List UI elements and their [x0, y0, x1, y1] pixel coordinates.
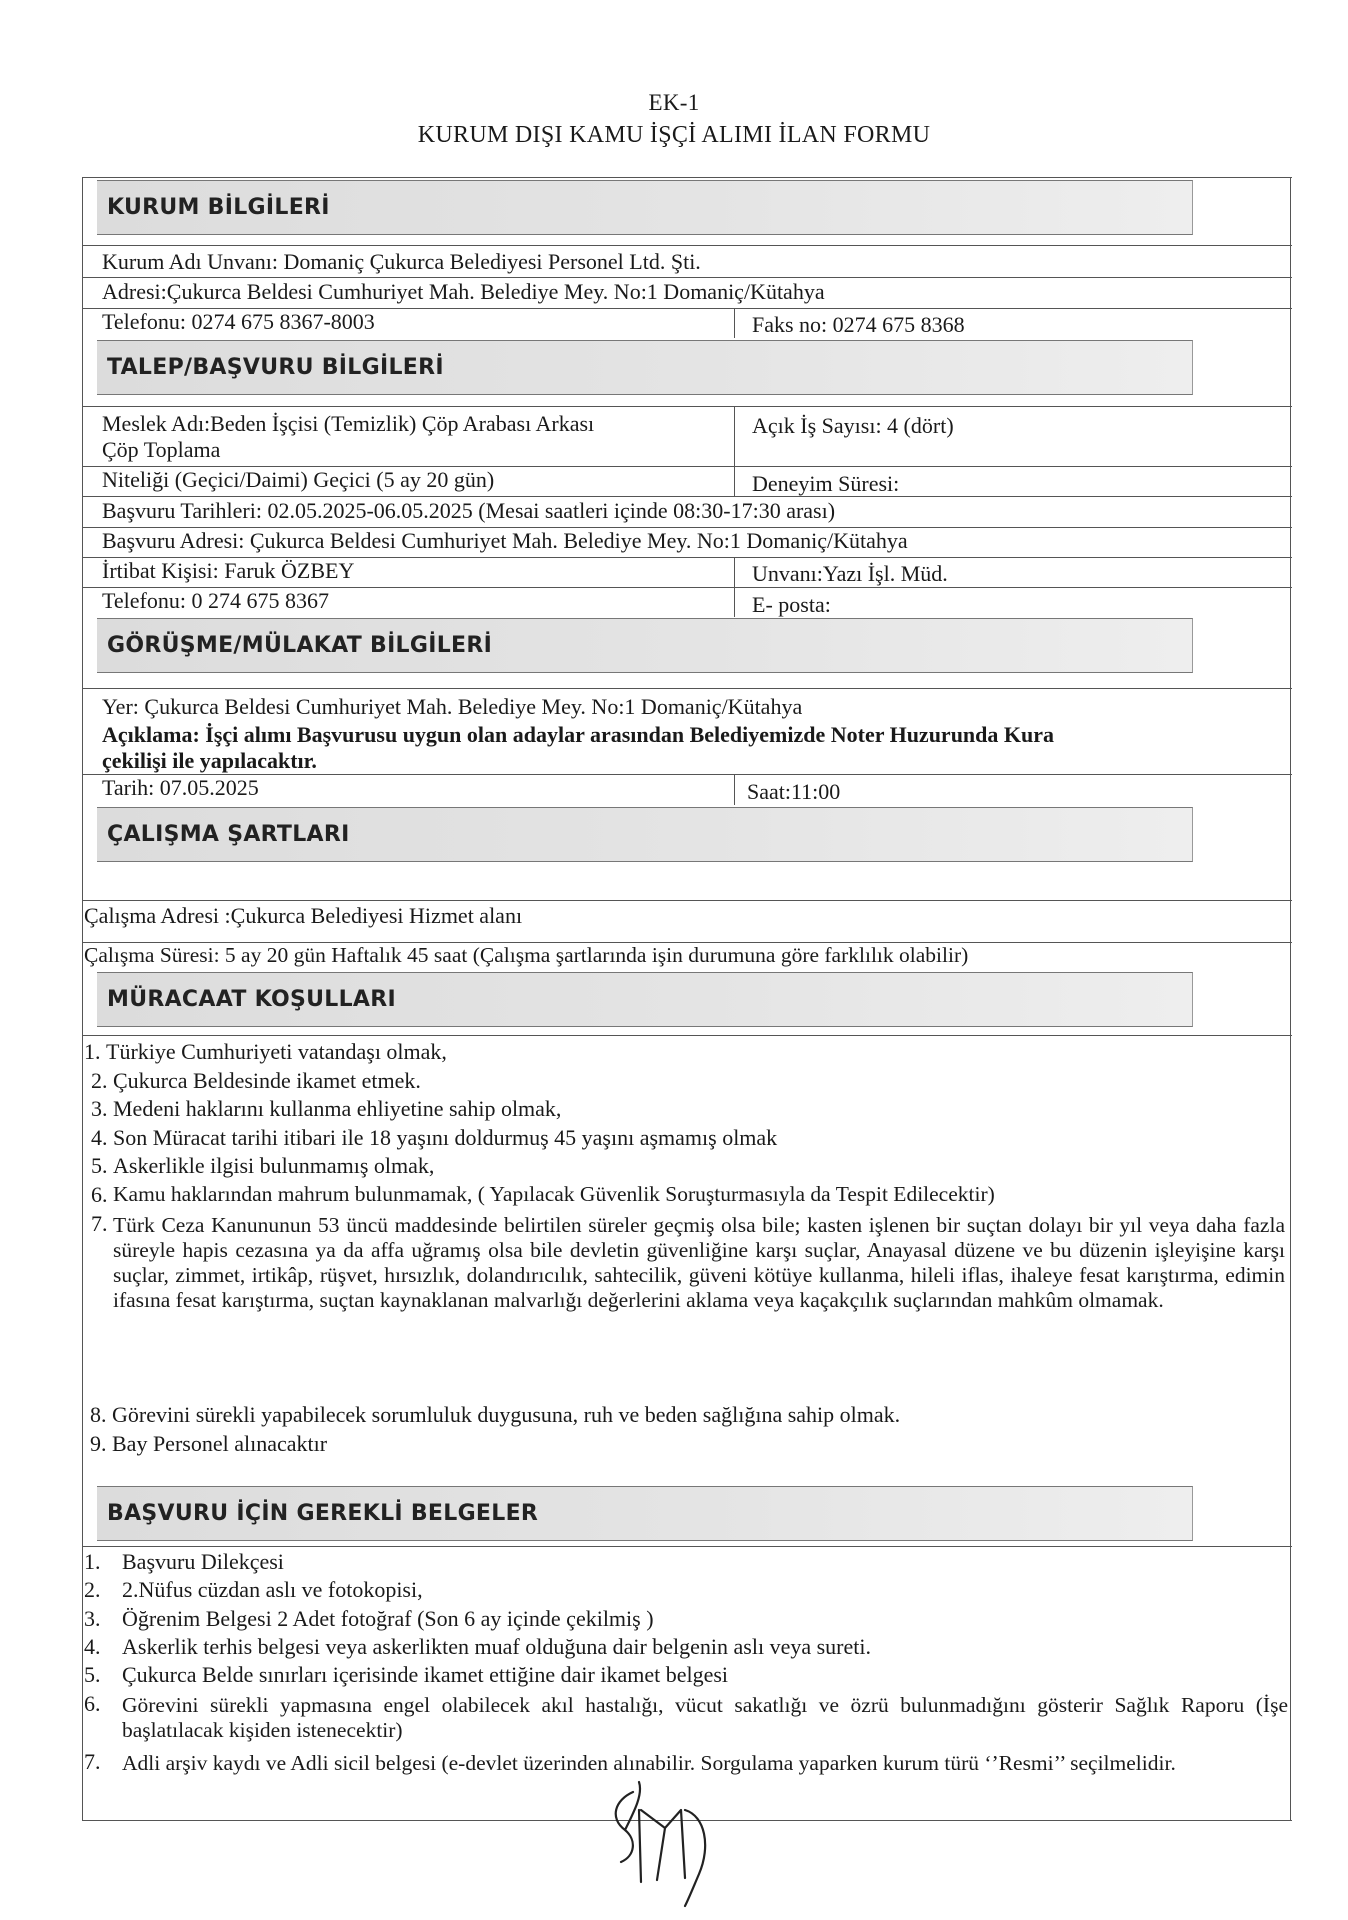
document-item-number: 3. [84, 1606, 101, 1631]
interview-description: Açıklama: İşçi alımı Başvurusu uygun olan adaylar arasından Belediyemizde Noter Huzurunda Kura [102, 722, 1055, 747]
condition-text: Son Müracat tarihi itibari ile 18 yaşını doldurmuş 45 yaşını aşmamış olmak [113, 1125, 778, 1150]
section-header-muracaat [97, 972, 1193, 1027]
document-item-text: Görevini sürekli yapmasına engel olabilecek akıl hastalığı, vücut sakatlığı ve özrü bulunmadığını gösterir Sağlık Raporu (İşe başlatılacak kişiden istenecektir) [122, 1693, 1288, 1742]
document-item-number: 1. [84, 1549, 101, 1574]
contact-email: E- posta: [752, 592, 831, 617]
document-item-text: Başvuru Dilekçesi [122, 1549, 284, 1574]
row-divider [82, 1546, 1292, 1547]
condition-text: Türk Ceza Kanununun 53 üncü maddesinde belirtilen süreler geçmiş olsa bile; kasten işlenen bir suçtan dolayı bir yıl veya daha fazla süreyle hapis cezasına ya da affa uğramış olsa bile devletin güvenliğine karşı suçlar, Anayasal düzene ve bu düzenin işleyişine karşı suçlar, zimmet, irtikâp, rüşvet, hırsızlık, dolandırıcılık, sahtecilik, güveni kötüye kullanma, hileli iflas, ihaleye fesat karıştırma, edimin ifasına fesat karıştırma, suçtan kaynaklanan malvarlığı değerlerini aklama veya kaçakçılık suçlarından mahkûm olmamak. [113, 1213, 1285, 1312]
announcement-form [82, 177, 1292, 1821]
document-item-number: 4. [84, 1634, 101, 1659]
cell-divider [734, 308, 735, 338]
row-divider [82, 688, 1292, 689]
institution-fax: Faks no: 0274 675 8368 [752, 312, 965, 337]
job-nature: Niteliği (Geçici/Daimi) Geçici (5 ay 20 gün) [102, 467, 495, 492]
institution-address: Adresi:Çukurca Beldesi Cumhuriyet Mah. Belediye Mey. No:1 Domaniç/Kütahya [102, 279, 825, 304]
section-title: GÖRÜŞME/MÜLAKAT BİLGİLERİ [107, 633, 493, 658]
cell-divider [734, 406, 735, 466]
document-item-number: 2. [84, 1577, 101, 1602]
section-header-gorusme [97, 618, 1193, 673]
condition-text: Görevini sürekli yapabilecek sorumluluk duygusuna, ruh ve beden sağlığına sahip olmak. [112, 1402, 901, 1427]
contact-person: İrtibat Kişisi: Faruk ÖZBEY [102, 558, 355, 583]
condition-text: Kamu haklarından mahrum bulunmamak, ( Yapılacak Güvenlik Soruşturmasıyla da Tespit Edilecektir) [113, 1182, 995, 1206]
section-header-talep [97, 340, 1193, 395]
row-divider [82, 900, 1292, 901]
form-left-border [82, 177, 83, 1821]
document-item-text: Adli arşiv kaydı ve Adli sicil belgesi (e-devlet üzerinden alınabilir. Sorgulama yaparken kurum türü ‘’Resmi’’ seçilmelidir. [122, 1751, 1176, 1775]
experience-duration: Deneyim Süresi: [752, 471, 900, 496]
condition-number: 9. [90, 1431, 107, 1456]
row-divider [82, 406, 1292, 407]
condition-text: Türkiye Cumhuriyeti vatandaşı olmak, [106, 1039, 447, 1064]
open-positions: Açık İş Sayısı: 4 (dört) [752, 413, 954, 438]
cell-divider [734, 774, 735, 805]
profession-name-cont: Çöp Toplama [102, 437, 221, 462]
institution-name: Kurum Adı Unvanı: Domaniç Çukurca Belediyesi Personel Ltd. Şti. [102, 249, 701, 274]
document-item-text: Çukurca Belde sınırları içerisinde ikamet ettiğine dair ikamet belgesi [122, 1662, 729, 1687]
work-address: Çalışma Adresi :Çukurca Belediyesi Hizmet alanı [84, 903, 523, 928]
row-divider [82, 277, 1292, 278]
condition-text: Bay Personel alınacaktır [112, 1431, 328, 1456]
section-title: TALEP/BAŞVURU BİLGİLERİ [107, 355, 444, 380]
section-title: ÇALIŞMA ŞARTLARI [107, 822, 350, 847]
condition-number: 2. [91, 1068, 108, 1093]
application-dates: Başvuru Tarihleri: 02.05.2025-06.05.2025 (Mesai saatleri içinde 08:30-17:30 arası) [102, 498, 836, 523]
condition-number: 8. [90, 1402, 107, 1427]
contact-phone: Telefonu: 0 274 675 8367 [102, 588, 329, 613]
interview-time: Saat:11:00 [747, 779, 841, 804]
signature [595, 1770, 735, 1910]
condition-number: 6. [91, 1182, 108, 1207]
section-header-calisma [97, 807, 1193, 862]
section-title: BAŞVURU İÇİN GEREKLİ BELGELER [107, 1501, 539, 1526]
profession-name: Meslek Adı:Beden İşçisi (Temizlik) Çöp Arabası Arkası [102, 411, 595, 436]
condition-number: 1. [84, 1039, 101, 1064]
section-title: MÜRACAAT KOŞULLARI [107, 987, 396, 1012]
condition-number: 7. [91, 1211, 108, 1236]
condition-text: Çukurca Beldesinde ikamet etmek. [113, 1068, 421, 1093]
row-divider [82, 774, 1292, 775]
section-header-kurum [97, 180, 1193, 235]
row-divider [82, 245, 1292, 246]
application-address: Başvuru Adresi: Çukurca Beldesi Cumhuriyet Mah. Belediye Mey. No:1 Domaniç/Kütahya [102, 528, 908, 553]
condition-number: 3. [91, 1096, 108, 1121]
section-title: KURUM BİLGİLERİ [107, 195, 330, 220]
condition-number: 4. [91, 1125, 108, 1150]
document-item-number: 6. [84, 1691, 101, 1716]
form-top-border [82, 177, 1292, 178]
condition-text: Askerlikle ilgisi bulunmamış olmak, [113, 1153, 435, 1178]
work-duration: Çalışma Süresi: 5 ay 20 gün Haftalık 45 saat (Çalışma şartlarında işin durumuna göre farklılık olabilir) [84, 943, 969, 967]
cell-divider [734, 466, 735, 496]
document-code: EK-1 [648, 90, 700, 115]
form-right-border [1290, 177, 1291, 1821]
document-item-text: 2.Nüfus cüzdan aslı ve fotokopisi, [122, 1577, 423, 1602]
interview-place: Yer: Çukurca Beldesi Cumhuriyet Mah. Belediye Mey. No:1 Domaniç/Kütahya [102, 694, 803, 719]
row-divider [82, 496, 1292, 497]
document-item-number: 5. [84, 1662, 101, 1687]
document-item-number: 7. [84, 1749, 101, 1774]
section-header-belgeler [97, 1486, 1193, 1541]
document-title: KURUM DIŞI KAMU İŞÇİ ALIMI İLAN FORMU [417, 122, 931, 148]
row-divider [82, 1035, 1292, 1036]
contact-title: Unvanı:Yazı İşl. Müd. [752, 561, 948, 586]
interview-date: Tarih: 07.05.2025 [102, 775, 259, 800]
document-item-text: Askerlik terhis belgesi veya askerlikten muaf olduğuna dair belgenin aslı veya sureti. [122, 1634, 871, 1659]
condition-text: Medeni haklarını kullanma ehliyetine sahip olmak, [113, 1096, 562, 1121]
condition-number: 5. [91, 1153, 108, 1178]
interview-description-cont: çekilişi ile yapılacaktır. [102, 748, 317, 773]
document-item-text: Öğrenim Belgesi 2 Adet fotoğraf (Son 6 ay içinde çekilmiş ) [122, 1606, 654, 1631]
institution-phone: Telefonu: 0274 675 8367-8003 [102, 309, 375, 334]
